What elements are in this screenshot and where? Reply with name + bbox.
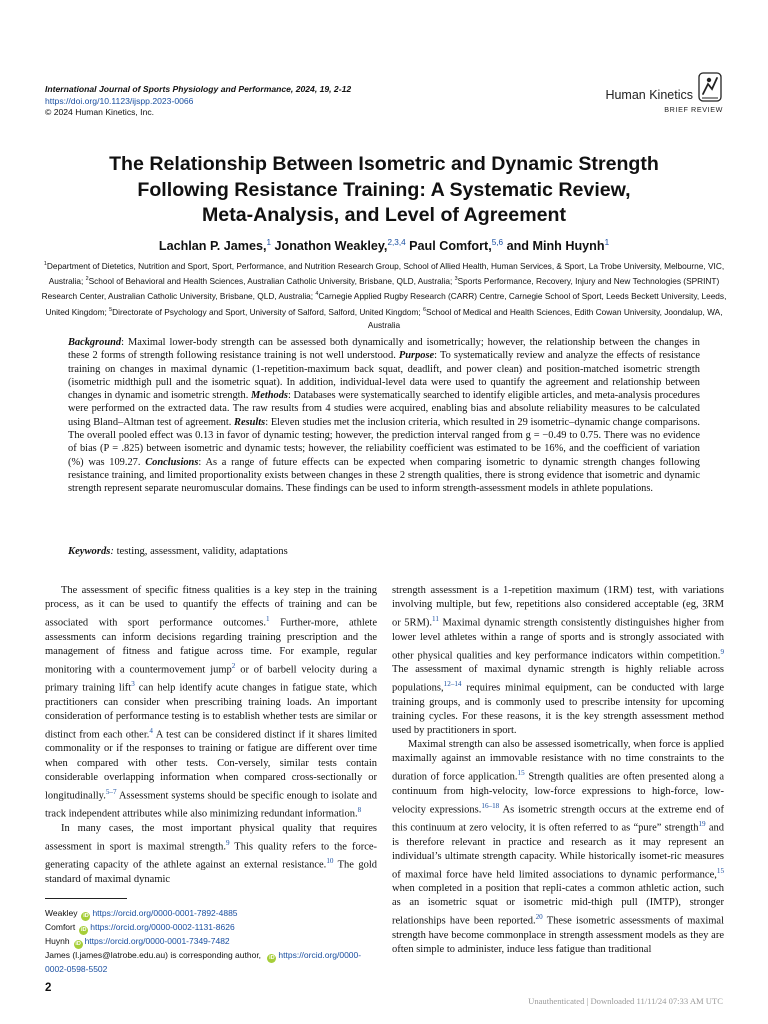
footnote-divider [45,898,127,899]
abstract-heading: Results [234,416,266,428]
abstract-heading: Conclusions [145,456,199,468]
body-text: These isometric assessments of maximal strength have become commonplace in strength assessment models as they are often simple to administer, induce less fatigue than traditional [392,915,724,956]
orcid-footnote [45,921,377,935]
citation-ref[interactable]: 20 [535,913,543,922]
body-text: Assessment systems should be specific enough to isolate and track independent attributes while also minimizing redundant information. [45,790,377,820]
citation-ref[interactable]: 15 [517,769,525,778]
author-list [40,238,728,253]
author-name: Lachlan P. James, [158,239,267,254]
citation-ref[interactable]: 16–18 [481,801,500,810]
keywords-value: testing, assessment, validity, adaptations [116,546,288,557]
affiliation-number: 6 [422,306,426,313]
orcid-link[interactable]: https://orcid.org/0000-0001-7892-4885 [92,908,238,918]
citation-ref[interactable]: 10 [326,857,334,866]
footnotes [45,907,377,976]
download-watermark: Unauthenticated | Downloaded 11/11/24 07:33 AM UTC [528,996,723,1006]
affiliation-number: 3 [454,276,458,283]
abstract-text: To systematically review and analyze the effects of resistance training on changes in maximal dynamic (1-repetition-maximum back squat, deadlift, and power clean) and position-matched isometric strength (isometric midthigh pull and the isometric squat). In addition, individual-level data were used to quantify the agreement and relationship between changes in dynamic and isometric strength. [68,350,700,402]
citation-ref[interactable]: 9 [225,838,230,847]
orcid-link[interactable]: https://orcid.org/0000-0002-1131-8626 [90,922,235,932]
affiliation-text: School of Medical and Health Sciences, Edith Cowan University, Joondalup, WA, Australia [367,306,723,330]
publisher-name: Human Kinetics [605,88,693,102]
citation-ref[interactable]: 9 [720,647,724,656]
orcid-icon: iD [83,913,89,919]
citation-ref[interactable]: 15 [716,866,724,875]
affiliation-text: Carnegie Applied Rugby Research (CARR) Centre, Carnegie School of Sport, Leeds Beckett University, Leeds, United Kingdom; [45,291,727,317]
journal-line: International Journal of Sports Physiology and Performance, 2024, 19, 2-12 [45,84,352,94]
body-text: Strength qualities are often presented along a continuum from high-velocity, low-force expressions to high-force, low-velocity expressions. [392,771,725,816]
orcid-author: Weakley [45,908,78,918]
abstract-separator: : [265,416,271,428]
body-text: A test can be considered distinct if it shares limited commonality or if the responses to training or fatigue are different over time when compared with other tests. Con-versely, similar tests contain considerable overlapping information when compared cross-sectionally or longitudinally. [45,729,377,802]
body-paragraph [45,584,377,822]
title-line: Meta-Analysis, and Level of Agreement [201,204,567,226]
citation-ref[interactable]: 4 [149,726,153,735]
citation-ref[interactable]: 8 [357,806,362,815]
citation-ref[interactable]: 5–7 [105,787,117,796]
body-column-left [45,584,377,887]
citation-ref[interactable]: 11 [432,615,439,624]
affiliation-number: 2 [85,276,89,283]
body-text: The assessment of maximal dynamic strength is highly reliable across populations, [392,664,724,694]
abstract-text: Maximal lower-body strength can be assessed both dynamically and isometrically; however, the relationship between the changes in these 2 forms of strength following resistance training is not well understood. [68,337,700,362]
keywords: Keywords: testing, assessment, validity, adaptations [68,546,288,557]
journal-citation [45,84,351,119]
doi-link[interactable]: https://doi.org/10.1123/ijspp.2023-0066 [45,95,194,106]
body-text: when completed in a position that repli-cates a common athletic action, such as an isometric squat or isometric mid-thigh pull (IMTP), stronger relationships have been reported. [392,883,724,927]
article-type-label: BRIEF REVIEW [664,105,723,114]
body-text: strength assessment is a 1-repetition maximum (1RM) test, with variations involving multiple, but few, repetitions also considered acceptable (eg, 3RM or 5RM). [392,585,724,629]
copyright-line: © 2024 Human Kinetics, Inc. [45,107,155,118]
abstract-separator: : [121,337,128,348]
abstract-text: Databases were systematically searched to identify eligible articles, and meta-analysis procedures were performed on the extracted data. The raw results from 4 studies were acquired, enabling bias and absolute reliability measures to be calculated using Bland–Altman test of agreement. [68,390,700,428]
affiliation-ref[interactable]: 5,6 [491,238,504,247]
body-text: Further-more, athlete assessments can inform decisions regarding training prescription and the management of fitness and fatigue across time. For example, regular monitoring with a countermovement jump [45,617,377,676]
affiliation-number: 1 [43,261,47,267]
citation-ref[interactable]: 1 [265,615,270,624]
orcid-author: Comfort [45,922,76,932]
body-text: As isometric strength occurs at the extreme end of this continuum at zero velocity, it is often referred to as “pure” strength [392,804,724,834]
citation-ref[interactable]: 3 [131,680,135,689]
citation-ref[interactable]: 12–14 [443,680,462,689]
body-paragraph [45,822,377,887]
page-number: 2 [45,982,52,994]
abstract-heading: Purpose [398,350,435,362]
corresponding-author-note-cont [45,963,377,976]
abstract-separator: : [287,390,294,402]
affiliation-text: School of Behavioral and Health Sciences, Australian Catholic University, Brisbane, QLD, Australia; [88,275,455,286]
affiliation-ref[interactable]: 1 [266,238,272,247]
article-title [60,152,708,229]
title-line: Following Resistance Training: A Systematic Review, [137,178,631,201]
corresponding-author-note [45,949,377,963]
orcid-icon: iD [75,941,81,947]
body-text: The gold standard of maximal dynamic [45,859,377,885]
abstract-heading: Methods [250,390,288,402]
abstract-separator: : [198,456,206,468]
body-text: Maximal strength can also be assessed isometrically, when force is applied maximally against an immovable resistance with no time constraints to the duration of force application. [392,738,724,783]
body-paragraph [392,584,724,738]
body-text: In many cases, the most important physical quality that requires assessment in sport is maximal strength. [45,822,377,853]
orcid-link[interactable]: https://orcid.org/0000- [278,950,362,960]
title-line: The Relationship Between Isometric and Dynamic Strength [109,153,659,175]
affiliation-text: Sports Performance, Recovery, Injury and New Technologies (SPRINT) Research Center, Australian Catholic University, Brisbane, QLD, Australia; [41,275,720,302]
affiliation-number: 4 [315,291,319,298]
body-text: can help identify acute changes in fatigue state, which practitioners can consider when prescribing training loads. An important consideration of performance testing is to establish whether tests are similar or distinct from each other. [45,682,377,741]
orcid-icon: iD [80,927,87,933]
abstract-text: As a range of future effects can be expected when comparing isometric to dynamic strength changes following resistance training, and limited proportionality exists between changes in these 2 strength qualities, there is strong evidence that isometric and dynamic strength represent separate neuromuscular domains. These findings can be used to inform strength-assessment models in athlete populations. [68,456,700,495]
human-kinetics-logo-icon [697,72,723,102]
keywords-label: Keywords [68,546,111,557]
orcid-footnote [45,907,377,921]
orcid-author: Huynh [45,936,70,946]
affiliation-text: Directorate of Psychology and Sport, University of Salford, Salford, United Kingdom; [112,306,423,317]
affiliation-ref[interactable]: 2,3,4 [387,238,406,247]
orcid-link[interactable]: https://orcid.org/0000-0001-7349-7482 [84,936,230,946]
body-text: This quality refers to the force-generating capacity of the athlete against an external resistance. [45,841,378,871]
body-column-right [392,584,724,957]
affiliation-text: Department of Dietetics, Nutrition and Sport, Sport, Performance, and Nutrition Research Group, School of Allied Health, Human Services, & Sport, La Trobe University, Melbourne, VIC, Australia; [46,260,725,286]
author-name: Jonathon Weakley, [274,239,388,254]
orcid-icon: iD [269,955,275,961]
citation-ref[interactable]: 2 [231,661,236,670]
author-name: Paul Comfort, [409,239,492,254]
author-name: and Minh Huynh [506,239,605,254]
orcid-link-continued[interactable]: 0002-0598-5502 [45,964,108,974]
citation-ref[interactable]: 19 [698,820,706,829]
body-text: The assessment of specific fitness qualities is a key step in the training process, as it can be used to quantify the effects of training and can be associated with sport performance outcomes. [45,585,377,629]
body-paragraph [392,738,724,957]
publisher-block [605,72,723,114]
abstract-heading: Background [68,337,122,348]
body-text: or of barbell velocity during a primary training lift [45,664,378,694]
abstract [68,336,700,496]
abstract-text: Eleven studies met the inclusion criteria, which resulted in 29 isometric–dynamic change comparisons. The overall pooled effect was 0.13 in favor of dynamic testing; however, the prediction interval ranged from g = −0.49 to 0.75. There was no evidence of bias (P = .825) between isometric and dynamic tests; however, the reliability coefficient was estimated to be 16%, and the coefficient of variation (%) was 109.27. [68,416,700,468]
abstract-separator: : [434,350,440,362]
affiliations [36,258,732,332]
body-text: and is therefore relevant in practice and research as it may represent an individual’s ultimate strength capacity. While historically isomet-ric measures of maximal force have held limited associations to dynamic performance, [392,822,724,881]
orcid-footnote [45,935,377,949]
affiliation-number: 5 [109,306,113,313]
body-text: requires minimal equipment, can be conducted with large training groups, and is commonly used to prescribe intensity for upcoming training cycles. For these reasons, it is the key strength assessment method used by practitioners in sport. [392,682,724,736]
body-text: Maximal dynamic strength consistently distinguishes higher from lower level athletes within a range of sports and is strongly associated with other physical qualities and key performance indicators within competition. [392,617,724,662]
affiliation-ref[interactable]: 1 [604,238,610,247]
corresponding-text: James (l.james@latrobe.edu.au) is corresponding author, [45,950,264,960]
